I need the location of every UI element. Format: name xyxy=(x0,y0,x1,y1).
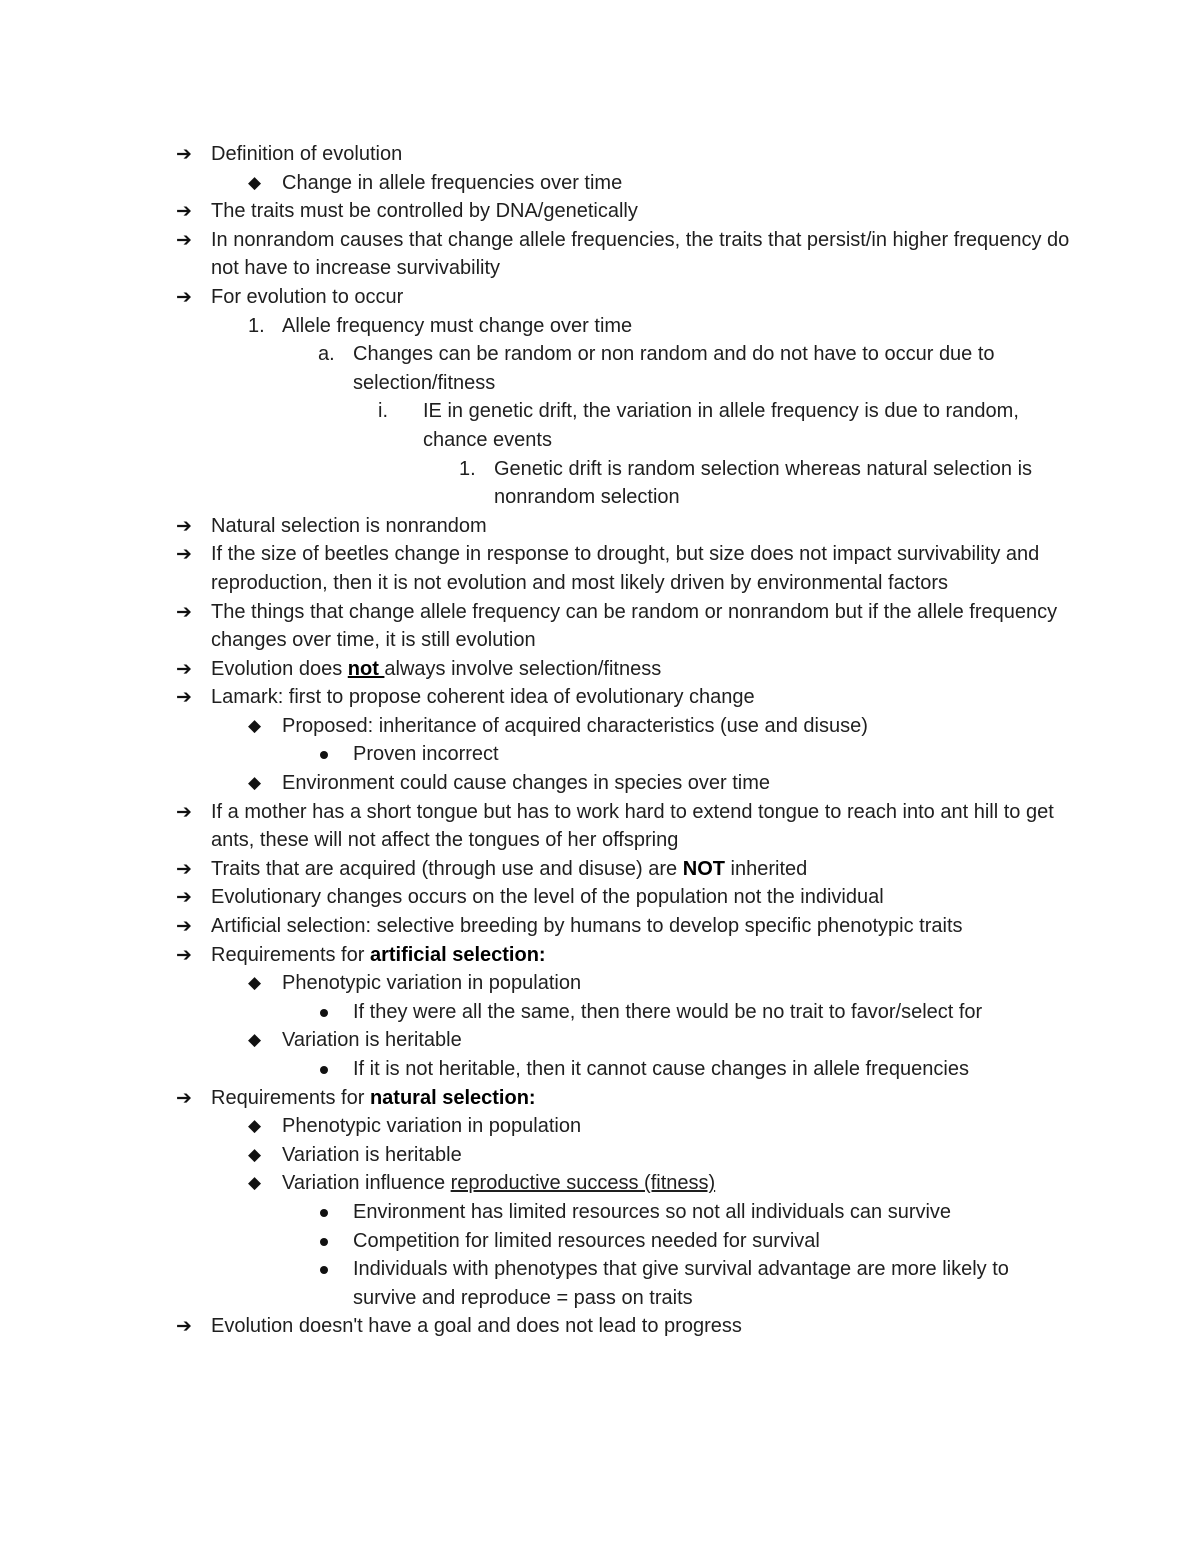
note-text: For evolution to occur xyxy=(211,285,404,308)
arrow-right-icon: ➔ xyxy=(176,800,192,823)
note-item xyxy=(176,283,1076,312)
note-text xyxy=(211,855,1076,884)
dot-bullet-icon xyxy=(320,1009,328,1017)
note-item xyxy=(176,1227,1076,1256)
note-text: Proposed: inheritance of acquired characteristics (use and disuse) xyxy=(282,714,868,737)
note-item xyxy=(176,169,1076,198)
note-item xyxy=(176,512,1076,541)
note-text: Phenotypic variation in population xyxy=(282,972,582,995)
note-text: Allele frequency must change over time xyxy=(282,314,633,337)
note-text: Lamark: first to propose coherent idea of evolutionary change xyxy=(211,686,755,709)
diamond-bullet-icon: ◆ xyxy=(248,172,262,193)
notes-list xyxy=(176,140,1076,1341)
note-text: Genetic drift is random selection whereas natural selection is nonrandom selection xyxy=(494,457,1033,509)
note-text: Evolutionary changes occurs on the level of the population not the individual xyxy=(211,886,884,909)
emphasis-reproductive-success: reproductive success (fitness) xyxy=(450,1172,716,1195)
diamond-bullet-icon: ◆ xyxy=(248,1116,262,1137)
arrow-right-icon: ➔ xyxy=(176,514,192,537)
note-text: Individuals with phenotypes that give survival advantage are more likely to survive and reproduce = pass on traits xyxy=(353,1258,1009,1309)
emphasis-not-caps: NOT xyxy=(682,857,725,880)
note-item xyxy=(176,455,1076,512)
diamond-bullet-icon: ◆ xyxy=(248,973,262,994)
note-text-part: Evolution does xyxy=(211,657,348,680)
arrow-right-icon: ➔ xyxy=(176,143,192,165)
note-item xyxy=(176,1084,1076,1113)
note-item xyxy=(176,683,1076,712)
note-item xyxy=(176,969,1076,998)
note-item xyxy=(176,655,1076,684)
list-letter: a. xyxy=(318,343,335,366)
emphasis-natural-selection: natural selection: xyxy=(369,1086,536,1109)
dot-bullet-icon xyxy=(320,1209,328,1217)
note-item xyxy=(176,312,1076,341)
note-item xyxy=(176,1112,1076,1141)
emphasis-artificial-selection: artificial selection: xyxy=(369,943,546,966)
list-number: 1. xyxy=(459,457,476,480)
note-text: Environment has limited resources so not all individuals can survive xyxy=(353,1200,952,1223)
list-roman: i. xyxy=(378,400,388,423)
diamond-bullet-icon: ◆ xyxy=(248,773,262,794)
note-text: If a mother has a short tongue but has to work hard to extend tongue to reach into ant hill to get ants, these will not affect the tongues of her offspring xyxy=(211,800,1054,852)
note-item xyxy=(176,1198,1076,1227)
note-text: Evolution doesn't have a goal and does not lead to progress xyxy=(211,1315,742,1338)
dot-bullet-icon xyxy=(320,1266,328,1274)
note-text: Definition of evolution xyxy=(211,143,403,165)
note-item xyxy=(176,1312,1076,1341)
arrow-right-icon: ➔ xyxy=(176,1315,192,1338)
arrow-right-icon: ➔ xyxy=(176,600,192,623)
diamond-bullet-icon: ◆ xyxy=(248,1173,262,1194)
arrow-right-icon: ➔ xyxy=(176,200,192,223)
note-text: Variation is heritable xyxy=(282,1029,462,1052)
emphasis-not: not xyxy=(347,657,385,680)
note-text: Competition for limited resources needed for survival xyxy=(353,1229,820,1252)
note-text-part: Variation influence xyxy=(282,1172,451,1195)
note-item xyxy=(176,397,1076,454)
arrow-right-icon: ➔ xyxy=(176,943,192,966)
note-text: Variation is heritable xyxy=(282,1143,462,1166)
note-item xyxy=(176,941,1076,970)
arrow-right-icon: ➔ xyxy=(176,1086,192,1109)
note-item xyxy=(176,1055,1076,1084)
arrow-right-icon: ➔ xyxy=(176,886,192,909)
note-item xyxy=(176,883,1076,912)
note-text: If it is not heritable, then it cannot cause changes in allele frequencies xyxy=(353,1058,969,1080)
note-text: Change in allele frequencies over time xyxy=(282,171,623,194)
note-text: If they were all the same, then there would be no trait to favor/select for xyxy=(353,1000,983,1023)
note-text: IE in genetic drift, the variation in allele frequency is due to random, chance events xyxy=(423,400,1019,451)
note-text: The things that change allele frequency can be random or nonrandom but if the allele frequency changes over time, it is still evolution xyxy=(211,600,1058,652)
arrow-right-icon: ➔ xyxy=(176,285,192,308)
note-item xyxy=(176,912,1076,941)
note-item xyxy=(176,1169,1076,1198)
dot-bullet-icon xyxy=(320,1066,328,1074)
note-text xyxy=(282,1169,1076,1198)
note-item xyxy=(176,140,1076,169)
note-text-part: Traits that are acquired (through use and disuse) are xyxy=(211,857,683,880)
note-text: Proven incorrect xyxy=(353,743,499,766)
note-item xyxy=(176,340,1076,397)
dot-bullet-icon xyxy=(320,751,328,759)
diamond-bullet-icon: ◆ xyxy=(248,1030,262,1051)
note-text: Changes can be random or non random and do not have to occur due to selection/fitness xyxy=(353,343,995,394)
note-text: If the size of beetles change in response to drought, but size does not impact survivability and reproduction, then it is not evolution and most likely driven by environmental factors xyxy=(211,543,1040,594)
note-text-part: Requirements for xyxy=(211,943,370,966)
note-text: Natural selection is nonrandom xyxy=(211,514,487,537)
arrow-right-icon: ➔ xyxy=(176,657,192,680)
note-item xyxy=(176,598,1076,655)
note-text: Artificial selection: selective breeding by humans to develop specific phenotypic traits xyxy=(211,915,963,938)
note-text: Phenotypic variation in population xyxy=(282,1115,582,1138)
arrow-right-icon: ➔ xyxy=(176,857,192,880)
arrow-right-icon: ➔ xyxy=(176,228,192,251)
note-text xyxy=(211,941,1076,970)
note-text-part: Requirements for xyxy=(211,1086,370,1109)
note-item xyxy=(176,540,1076,597)
note-item xyxy=(176,998,1076,1027)
note-item xyxy=(176,1141,1076,1170)
arrow-right-icon: ➔ xyxy=(176,686,192,709)
diamond-bullet-icon: ◆ xyxy=(248,715,262,736)
note-text-part: always involve selection/fitness xyxy=(384,657,662,680)
note-item xyxy=(176,1255,1076,1312)
note-item xyxy=(176,740,1076,769)
diamond-bullet-icon: ◆ xyxy=(248,1144,262,1165)
note-item xyxy=(176,798,1076,855)
note-text xyxy=(211,1084,1076,1113)
note-item xyxy=(176,712,1076,741)
note-text-part: inherited xyxy=(724,857,808,880)
note-item xyxy=(176,855,1076,884)
arrow-right-icon: ➔ xyxy=(176,915,192,938)
note-item xyxy=(176,769,1076,798)
note-item xyxy=(176,1026,1076,1055)
note-text xyxy=(211,655,1076,684)
arrow-right-icon: ➔ xyxy=(176,543,192,566)
note-text: In nonrandom causes that change allele frequencies, the traits that persist/in higher frequency do not have to increase survivability xyxy=(211,228,1070,280)
note-item xyxy=(176,226,1076,283)
dot-bullet-icon xyxy=(320,1238,328,1246)
note-text: Environment could cause changes in species over time xyxy=(282,772,771,795)
note-item xyxy=(176,197,1076,226)
note-text: The traits must be controlled by DNA/genetically xyxy=(211,200,638,223)
list-number: 1. xyxy=(248,314,265,337)
